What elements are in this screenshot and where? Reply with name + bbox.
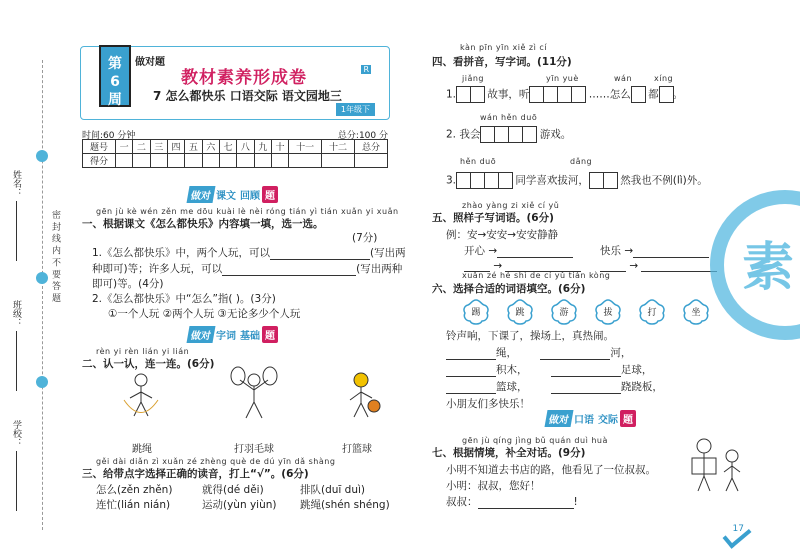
char-box[interactable] <box>603 172 618 189</box>
q4-pinyin: kàn pīn yīn xiě zì cí <box>460 43 547 52</box>
q3-option[interactable]: 连忙(lián nián) <box>96 499 171 511</box>
answer-blank[interactable] <box>270 249 370 260</box>
q6-pinyin: xuǎn zé hé shì de cí yǔ tián kòng <box>462 271 611 280</box>
q5-item-a2: → <box>464 260 581 272</box>
answer-blank[interactable] <box>497 247 573 258</box>
binding-hole <box>36 272 48 284</box>
q2-pinyin: rèn yi rèn lián yi lián <box>96 347 190 356</box>
q4-line3: 3. 同学喜欢拔河， 然我也不例(lì)外。 <box>446 172 708 189</box>
q4-line1: 1. 故事，听 ……怎么 都 。 <box>446 86 683 103</box>
picture-label-rope: 跳绳 <box>132 444 152 455</box>
q2-title: 二、认一认，连一连。(6分) <box>82 358 215 370</box>
word-flower: 打 <box>638 298 666 326</box>
q3-option[interactable]: 运动(yùn yiùn) <box>202 499 277 511</box>
section-banner-words: 做对 字词 基础 题 <box>188 326 278 344</box>
class-field[interactable]: 班级： <box>10 300 23 391</box>
q7-line3: 叔叔： ! <box>446 496 578 508</box>
worksheet-header <box>80 46 390 120</box>
char-box[interactable] <box>659 86 674 103</box>
name-field[interactable]: 姓名： <box>10 170 23 261</box>
char-box[interactable] <box>589 172 604 189</box>
section-banner-speaking: 做对 口语 交际 题 <box>546 410 636 428</box>
q1-options: ①一个人玩 ②两个人玩 ③无论多少个人玩 <box>108 308 301 320</box>
answer-blank[interactable] <box>446 349 496 360</box>
char-box[interactable] <box>631 86 646 103</box>
char-box[interactable] <box>470 172 485 189</box>
binding-hole <box>36 150 48 162</box>
char-box[interactable] <box>470 86 485 103</box>
brand-logo: 做对题 <box>135 57 165 68</box>
q6-line1: 铃声响，下课了，操场上，真热闹。 <box>446 330 614 342</box>
char-box[interactable] <box>529 86 544 103</box>
badminton-picture <box>226 366 282 422</box>
picture-label-basketball: 打篮球 <box>342 444 372 455</box>
q3-option[interactable]: 跳绳(shén shéng) <box>300 499 390 511</box>
answer-blank[interactable] <box>551 366 621 377</box>
page-subtitle: 7 怎么都快乐 口语交际 语文园地三 <box>153 89 342 103</box>
q4-pinyin-6: hěn duō <box>460 157 497 166</box>
picture-label-badminton: 打羽毛球 <box>234 444 274 455</box>
q1-title: 一、根据课文《怎么都快乐》内容填一填，选一选。 <box>82 218 324 230</box>
week-badge: 第 6 周 <box>99 45 131 107</box>
score-table <box>82 139 388 168</box>
q4-pinyin-2: yīn yuè <box>546 74 579 83</box>
char-box[interactable] <box>571 86 586 103</box>
word-flower: 游 <box>550 298 578 326</box>
answer-blank[interactable] <box>446 383 496 394</box>
q3-pinyin: gěi dài diǎn zì xuǎn zé zhèng què de dú yīn dǎ shàng <box>96 457 336 466</box>
word-flower: 跳 <box>506 298 534 326</box>
char-box[interactable] <box>456 86 471 103</box>
score-table-header-row: 题号 一 二 三 四 五 六 七 八 九 十 十一 十二 总分 <box>83 140 388 154</box>
q1-line2: 种即可)等；许多人玩，可以 (写出两种 <box>92 263 403 275</box>
q7-pinyin: gēn jù qíng jìng bǔ quán duì huà <box>462 436 608 445</box>
q6-line3: 积木， 足球， <box>446 362 652 377</box>
q5-item-b: 快乐 → <box>600 243 709 258</box>
q6-line4: 篮球， 跷跷板， <box>446 379 663 394</box>
q6-title: 六、选择合适的词语填空。(6分) <box>432 283 586 295</box>
q7-line2: 小明：叔叔，您好！ <box>446 480 541 492</box>
word-flower: 坐 <box>682 298 710 326</box>
q4-title: 四、看拼音，写字词。(11分) <box>432 56 572 68</box>
char-box[interactable] <box>494 126 509 143</box>
grade-badge: 1年级下 <box>336 103 375 116</box>
answer-blank[interactable] <box>222 265 356 276</box>
char-box[interactable] <box>557 86 572 103</box>
answer-blank[interactable] <box>446 366 496 377</box>
answer-blank[interactable] <box>540 349 610 360</box>
school-field[interactable]: 学校： <box>10 420 23 511</box>
basketball-picture <box>336 370 386 420</box>
answer-blank[interactable] <box>478 498 574 509</box>
char-box[interactable] <box>498 172 513 189</box>
page-number: 17 <box>732 524 744 534</box>
q1-line3: 即可)等。(4分) <box>92 278 164 290</box>
q5-example: 例：安→安安→安安静静 <box>446 229 559 241</box>
edition-tag: R <box>363 65 369 74</box>
answer-blank[interactable] <box>641 261 717 272</box>
q7-title: 七、根据情境，补全对话。(9分) <box>432 447 586 459</box>
q5-item-a: 开心 → <box>464 243 573 258</box>
binding-hole <box>36 376 48 388</box>
q1-pinyin: gēn jù kè wén zěn me dōu kuài lè nèi róng tián yì tián xuǎn yi xuǎn <box>96 207 399 216</box>
q5-pinyin: zhào yàng zi xiě cí yǔ <box>462 201 560 210</box>
binding-margin <box>0 0 70 556</box>
char-box[interactable] <box>456 172 471 189</box>
q5-title: 五、照样子写词语。(6分) <box>432 212 554 224</box>
dialogue-picture <box>686 436 750 494</box>
watermark-char: 素 <box>741 238 794 298</box>
q1-line4: 2.《怎么都快乐》中“怎么”指( )。(3分) <box>92 293 276 305</box>
score-table-score-row[interactable]: 得分 <box>83 154 388 168</box>
q4-pinyin-1: jiǎng <box>462 74 484 83</box>
answer-blank[interactable] <box>633 247 709 258</box>
q4-pinyin-4: xíng <box>654 74 674 83</box>
rope-skipping-picture <box>116 370 166 420</box>
word-flower: 踢 <box>462 298 490 326</box>
char-box[interactable] <box>508 126 523 143</box>
char-box[interactable] <box>543 86 558 103</box>
q3-option[interactable]: 排队(duī duì) <box>300 484 366 496</box>
q3-option[interactable]: 怎么(zěn zhěn) <box>96 484 173 496</box>
page-title: 教材素养形成卷 <box>181 68 307 88</box>
char-box[interactable] <box>522 126 537 143</box>
q6-line2: 绳， 河， <box>446 345 631 360</box>
total-score: 总分:100 分 <box>337 131 388 141</box>
q4-pinyin-7: dǎng <box>570 157 593 166</box>
section-banner-review: 做对 课文 回顾 题 <box>188 186 278 204</box>
q3-title: 三、给带点字选择正确的读音，打上“√”。(6分) <box>82 468 309 480</box>
q4-pinyin-3: wán <box>614 74 633 83</box>
q7-line1: 小明不知道去书店的路，他看见了一位叔叔。 <box>446 464 656 476</box>
time-limit: 时间:60 分钟 <box>82 131 136 141</box>
seal-text: 密 封 线 内 不 要 答 题 <box>50 210 60 303</box>
q1-points: (7分) <box>352 232 378 244</box>
char-box[interactable] <box>480 126 495 143</box>
q5-item-b2: → <box>600 260 717 272</box>
word-flower: 拔 <box>594 298 622 326</box>
q6-line5: 小朋友们多快乐！ <box>446 398 530 410</box>
answer-blank[interactable] <box>551 383 621 394</box>
q4-pinyin-5: wán hěn duō <box>480 113 538 122</box>
q3-option[interactable]: 就得(dé děi) <box>202 484 264 496</box>
char-box[interactable] <box>484 172 499 189</box>
q4-line2: 2. 我会 游戏。 <box>446 126 571 143</box>
seal-line <box>42 60 43 530</box>
q1-line1: 1.《怎么都快乐》中，两个人玩，可以 (写出两 <box>92 247 406 259</box>
